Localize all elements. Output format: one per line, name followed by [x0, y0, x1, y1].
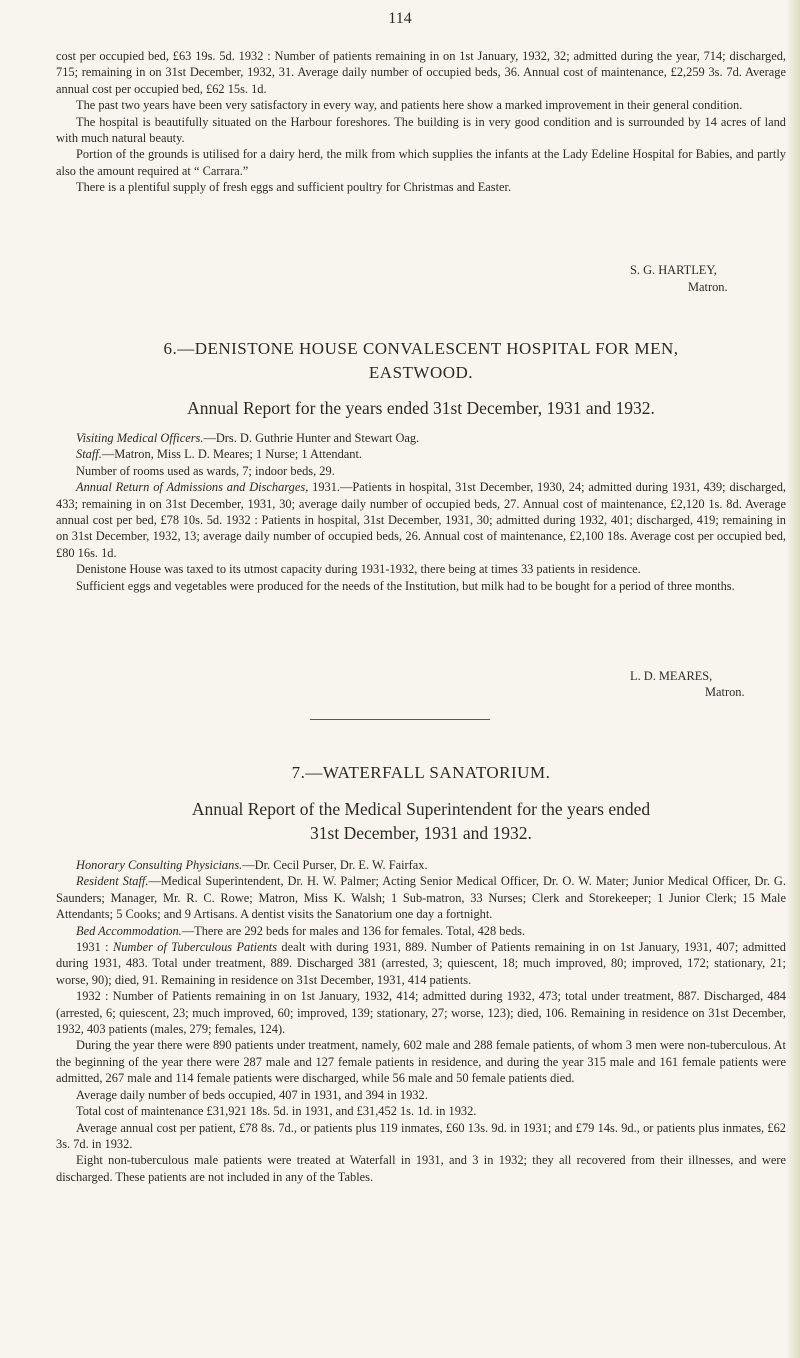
section5-paragraph: cost per occupied bed, £63 19s. 5d. 1932 : Number of patients remaining in on 1st January, 1932, 32; admitted during the year, 714; discharged, 715; remaining in on 31st December, 1932, 31. Average daily number of occupied beds, 36. Annual cost of maintenance, £2,259 3s. 7d. Average annual cost per occupied bed, £62 15s. 1d.: [56, 49, 786, 96]
non-tuberculous: Eight non-tuberculous male patients were treated at Waterfall in 1931, and 3 in 1932; they all recovered from their illnesses, and were discharged. These patients are not included in any of the Tables.: [56, 1153, 786, 1184]
total-cost: Total cost of maintenance £31,921 18s. 5d. in 1931, and £31,452 1s. 1d. in 1932.: [76, 1104, 477, 1119]
during-year: During the year there were 890 patients under treatment, namely, 602 male and 288 female patients, of whom 3 men were non-tuberculous. At the beginning of the year there were 287 male and 127 female patients in residence, and during the year 315 male and 161 female patients were admitted, 267 male and 114 female patients were discharged, while 56 male and 50 female patients died.: [56, 1038, 786, 1086]
section-divider: [310, 719, 490, 720]
section6-signature-title: Matron.: [705, 685, 745, 699]
page-number: 114: [388, 10, 412, 27]
section5-signature-name: S. G. HARTLEY,: [630, 263, 717, 277]
annual-return: [56, 479, 786, 561]
year-1931-label: Number of Tuberculous Patients: [112, 940, 278, 955]
section6-heading: 6.—DENISTONE HOUSE CONVALESCENT HOSPITAL FOR MEN,: [163, 339, 679, 358]
honorary-label: Honorary Consulting Physicians.: [76, 858, 243, 872]
section5-paragraph: There is a plentiful supply of fresh eggs and sufficient poultry for Christmas and Easter.: [76, 180, 512, 195]
staff: [56, 446, 786, 462]
bed-accommodation: [56, 923, 786, 939]
eggs-vegetables: Sufficient eggs and vegetables were produced for the needs of the Institution, but milk had to be bought for a period of three months.: [76, 578, 735, 593]
annual-return-label: Annual Return of Admissions and Discharges,: [76, 480, 309, 495]
section7-subheading: Annual Report of the Medical Superintendent for the years ended: [191, 799, 651, 819]
resident-label: Resident Staff.: [76, 874, 149, 889]
year-1931: [56, 939, 786, 988]
resident-staff: [56, 873, 786, 922]
annual-cost: Average annual cost per patient, £78 8s. 7d., or patients plus 119 inmates, £60 13s. 9d. in 1931; and £79 14s. 9d., or patients plus inmates, £62 3s. 7d. in 1932.: [56, 1120, 786, 1151]
staff-text: —Matron, Miss L. D. Meares; 1 Nurse; 1 Attendant.: [101, 447, 362, 462]
average-beds: Average daily number of beds occupied, 407 in 1931, and 394 in 1932.: [76, 1087, 428, 1102]
year-1931-prefix: 1931 :: [76, 940, 113, 955]
section6-body: [56, 430, 786, 594]
section5-paragraph: Portion of the grounds is utilised for a dairy herd, the milk from which supplies the infants at the Lady Edeline Hospital for Babies, and partly also the amount required at “ Carrara.”: [56, 147, 786, 178]
year-1931-text: dealt with during 1931, 889. Number of Patients remaining in on 1st January, 1931, 407; admitted during 1931, 483. Total under treatment, 889. Discharged 381 (arrested, 3; quiescent, 18; much improved, 80; improved, 172; stationary, 21; worse, 90); died, 91. Remaining in residence on 31st December, 1931, 414 patients.: [56, 940, 786, 987]
year-1932: 1932 : Number of Patients remaining in on 1st January, 1932, 414; admitted during 1932, 473; total under treatment, 887. Discharged, 484 (arrested, 6; quiescent, 23; much improved, 60; improved, 139; stationary, 27; worse, 123); died, 106. Remaining in residence on 31st December, 1932, 403 patients (males, 279; females, 124).: [56, 989, 786, 1037]
annual-return-text: 1931.—Patients in hospital, 31st December, 1930, 24; admitted during 1931, 439; discharged, 433; remaining in on 31st December, 1931, 30; average daily number of occupied beds, 27. Annual cost of maintenance, £2,120 1s. 8d. Average annual cost per bed, £78 10s. 5d. 1932 : Patients in hospital, 31st December, 1931, 30; admitted during 1932, 401; discharged, 419; remaining in on 31st December, 1932, 13; average daily number of occupied beds, 26. Annual cost of maintenance, £2,100 18s. Average cost per occupied bed, £80 16s. 1d.: [56, 480, 786, 560]
section7-heading: 7.—WATERFALL SANATORIUM.: [291, 763, 551, 782]
visiting-officers-label: Visiting Medical Officers.: [76, 431, 204, 445]
section5-signature-title: Matron.: [688, 280, 728, 294]
visiting-officers-text: —Drs. D. Guthrie Hunter and Stewart Oag.: [203, 431, 420, 445]
section5-paragraph: The hospital is beautifully situated on the Harbour foreshores. The building is in very good condition and is surrounded by 14 acres of land with much natural beauty.: [56, 114, 786, 146]
section6-signature-name: L. D. MEARES,: [630, 669, 713, 683]
staff-label: Staff.: [76, 447, 102, 462]
section6-heading-place: EASTWOOD.: [368, 363, 474, 382]
section7-subheading-dates: 31st December, 1931 and 1932.: [310, 823, 532, 843]
honorary-text: —Dr. Cecil Purser, Dr. E. W. Fairfax.: [242, 858, 428, 872]
section5-paragraph: The past two years have been very satisfactory in every way, and patients here show a marked improvement in their general condition.: [76, 98, 743, 113]
bed-label: Bed Accommodation.: [76, 923, 182, 938]
section6-subheading: Annual Report for the years ended 31st December, 1931 and 1932.: [187, 398, 655, 418]
page-edge-shading: [786, 0, 800, 1358]
section7-body: [56, 857, 786, 1185]
bed-text: —There are 292 beds for males and 136 for females. Total, 428 beds.: [181, 923, 526, 938]
visiting-officers: [56, 430, 786, 446]
rooms: Number of rooms used as wards, 7; indoor beds, 29.: [76, 463, 335, 478]
honorary-physicians: [56, 857, 786, 873]
resident-text: —Medical Superintendent, Dr. H. W. Palmer; Acting Senior Medical Officer, Dr. O. W. Mater; Junior Medical Officer, Dr. G. Saunders; Manager, Mr. R. C. Rowe; Matron, Miss K. Walsh; 1 Sub-matron, 33 Nurses; Clerk and Storekeeper; 1 Junior Clerk; 15 Male Attendants; 5 Cooks; and 9 Artisans. A dentist visits the Sanatorium one day a fortnight.: [56, 874, 786, 922]
capacity: Denistone House was taxed to its utmost capacity during 1931-1932, there being at times 33 patients in residence.: [76, 562, 641, 577]
section5-body: [56, 48, 786, 196]
